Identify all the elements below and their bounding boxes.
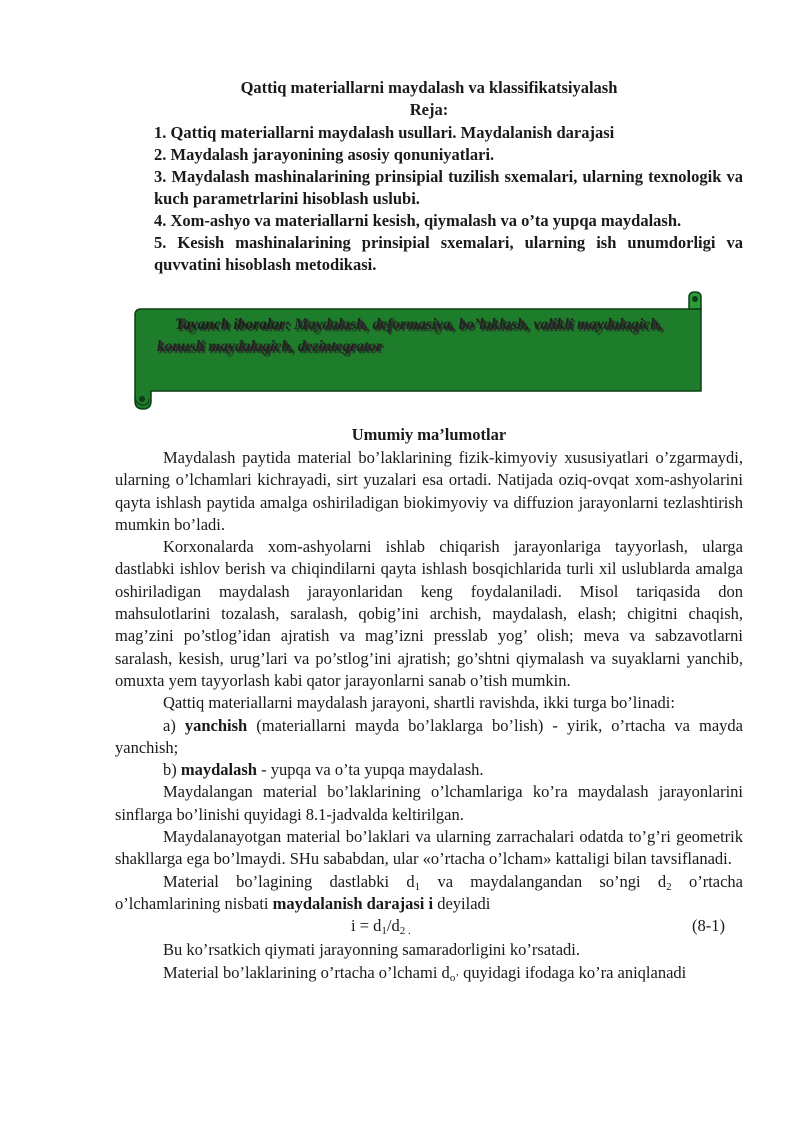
equation-part: /d xyxy=(386,916,400,936)
paragraph-7: Maydalanayotgan material bo’laklari va ularning zarrachalari odatda to’g’ri geometrik shakllarga ega bo’lmaydi. SHu sababdan, ular «o’rtacha o’lcham» kattaligi bilan tavsiflanadi. xyxy=(115,827,743,869)
section-heading: Umumiy ma’lumotlar xyxy=(351,425,507,444)
scroll-top-curl-knob xyxy=(692,296,698,302)
text-fragment: quyidagi ifodaga ko’ra aniqlanadi xyxy=(458,962,687,982)
plan-item-2: 2. Maydalash jarayonining asosiy qonuniyatlari. xyxy=(154,145,495,164)
equation-row xyxy=(115,915,743,939)
text-fragment: Material bo’laklarining o’rtacha o’lchami d xyxy=(163,962,450,982)
term-maydalanish-darajasi: maydalanish darajasi i xyxy=(272,893,434,913)
plan-item-5: 5. Kesish mashinalarining prinsipial sxemalari, ularning ish unumdorligi va quvvatini hisoblash metodikasi. xyxy=(154,233,743,274)
plan-item-1: 1. Qattiq materiallarni maydalash usullari. Maydalanish darajasi xyxy=(154,123,615,142)
term-yanchish: yanchish xyxy=(184,715,248,735)
subscript-1: 1 xyxy=(414,880,421,893)
keywords-text: Tayanch iboralar: Maydalash, deformasiya, bo’laklash, valikli maydalagich, konusli maydalagich, dezintegrator xyxy=(157,316,663,355)
paragraph-1: Maydalash paytida material bo’laklarining fizik-kimyoviy xususiyatlari o’zgarmaydi, ularning o’lchamlari kichrayadi, sirt yuzalari esa ortadi. Natijada oziq-ovqat xom-ashyolarini qayta ishlash paytida amalga oshiriladigan biokimyoviy va diffuzion jarayonlarni tezlashtirish mumkin bo’ladi. xyxy=(115,448,743,534)
plan-item-4: 4. Xom-ashyo va materiallarni kesish, qiymalash va o’ta yupqa maydalash. xyxy=(154,211,682,230)
plan-list xyxy=(154,122,743,276)
paragraph-3: Qattiq materiallarni maydalash jarayoni, shartli ravishda, ikki turga bo’linadi: xyxy=(163,693,675,713)
definition-maydalash: - yupqa va o’ta yupqa maydalash. xyxy=(256,760,484,780)
paragraph-10 xyxy=(115,962,743,984)
definition-yanchish: (materiallarni mayda bo’laklarga bo’lish) - yirik, o’rtacha va mayda yanchish; xyxy=(115,715,743,757)
plan-item-3: 3. Maydalash mashinalarining prinsipial tuzilish sxemalari, ularning texnologik va kuch parametrlarini hisoblash uslubi. xyxy=(154,167,743,208)
list-marker-b: b) xyxy=(163,760,181,780)
term-maydalash: maydalash xyxy=(180,760,257,780)
keywords-list: Maydalash, deformasiya, bo’laklash, valikli maydalagich, konusli maydalagich, dezintegrator xyxy=(157,316,663,355)
paragraph-8 xyxy=(115,871,743,916)
equation-subscript: 1 xyxy=(381,925,387,938)
equation-part: i = d xyxy=(351,916,382,936)
scroll-bottom-curl-knob xyxy=(139,396,145,402)
keywords-label: Tayanch iboralar xyxy=(175,316,286,333)
paragraph-9: Bu ko’rsatkich qiymati jarayonning samaradorligini ko’rsatadi. xyxy=(163,940,580,960)
text-fragment: va maydalangandan so’ngi d xyxy=(420,871,667,891)
plan-heading: Reja: xyxy=(409,100,449,119)
paragraph-4 xyxy=(115,715,743,760)
equation xyxy=(351,915,411,937)
subscript-o: o’ xyxy=(449,971,459,984)
subscript-2: 2 xyxy=(666,880,672,893)
paragraph-2: Korxonalarda xom-ashyolarni ishlab chiqarish jarayonlariga tayyorlash, ularga dastlabki ishlov berish va chiqindilarni qayta ishlash bosqichlarida turli xil uslublarda amalga oshiriladigan maydalash jarayonlaridan keng foydalaniladi. Misol tariqasida don mahsulotlarini tozalash, saralash, qobig’ini archish, maydalash, elash; chigitni chaqish, mag’zini po’stlog’idan ajratish va mag’izni presslab yog’ olish; meva va sabzavotlarni saralash, kesish, urug’lari va po’stlog’ini ajratish; go’shtni qiymalash va suyaklarni yanchib, omuxta yem tayyorlash kabi qator jarayonlarni sanab o’tish mumkin. xyxy=(115,537,743,690)
list-marker-a: a) xyxy=(163,715,185,735)
paragraph-5 xyxy=(115,759,743,781)
text-fragment: o’rtacha o’lchamlarining nisbati xyxy=(115,871,744,913)
equation-number: (8-1) xyxy=(692,916,725,936)
equation-subscript: 2 . xyxy=(399,925,411,938)
body-text xyxy=(115,447,743,984)
paragraph-6: Maydalangan material bo’laklarining o’lchamlariga ko’ra maydalash jarayonlarini sinflarga bo’linishi quyidagi 8.1-jadvalda keltirilgan. xyxy=(115,782,743,824)
document-title: Qattiq materiallarni maydalash va klassifikatsiyalash xyxy=(240,78,618,97)
text-fragment: deyiladi xyxy=(433,893,491,913)
text-fragment: Material bo’lagining dastlabki d xyxy=(163,871,415,891)
